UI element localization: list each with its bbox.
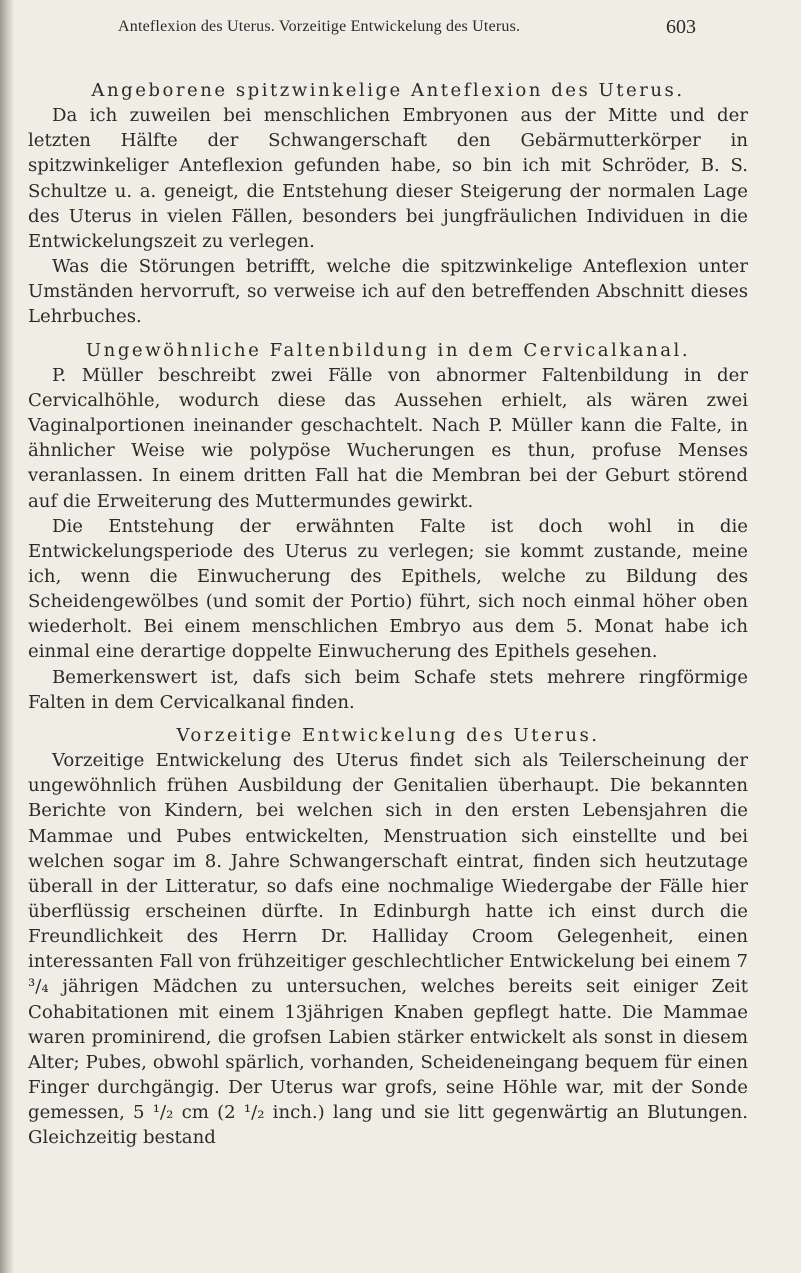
- page-body: [28, 78, 748, 1151]
- paragraph: Bemerkenswert ist, dafs sich beim Schafe stets mehrere ringförmige Falten in dem Cervicalkanal finden.: [28, 666, 748, 713]
- paragraph: Was die Störungen betrifft, welche die spitzwinkelige Anteflexion unter Umständen hervorruft, so verweise ich auf den betreffenden Abschnitt dieses Lehrbuches.: [28, 256, 748, 328]
- running-head: [28, 16, 748, 40]
- section-heading: Ungewöhnliche Faltenbildung in dem Cervicalkanal.: [85, 339, 691, 361]
- running-head-title: Anteflexion des Uterus. Vorzeitige Entwickelung des Uterus.: [118, 18, 521, 35]
- section-heading: Angeborene spitzwinkelige Anteflexion des Uterus.: [91, 80, 685, 101]
- paragraph: Vorzeitige Entwickelung des Uterus findet sich als Teilerscheinung der ungewöhnlich frühen Ausbildung der Genitalien überhaupt. Die bekannten Berichte von Kindern, bei welchen sich in den ersten Lebensjahren die Mammae und Pubes entwickelten, Menstruation sich einstellte und bei welchen sogar im 8. Jahre Schwangerschaft eintrat, finden sich heutzutage überall in der Litteratur, so dafs eine nochmalige Wiedergabe der Fälle hier überflüssig erscheinen dürfte. In Edinburgh hatte ich einst durch die Freundlichkeit des Herrn Dr. Halliday Croom Gelegenheit, einen interessanten Fall von frühzeitiger geschlechtlicher Entwickelung bei einem 7 ³/₄ jährigen Mädchen zu untersuchen, welches bereits seit einiger Zeit Cohabitationen mit einem 13jährigen Knaben gepflegt hatte. Die Mammae waren prominirend, die grofsen Labien stärker entwickelt als sonst in diesem Alter; Pubes, obwohl spärlich, vorhanden, Scheideneingang bequem für einen Finger durchgängig. Der Uterus war grofs, seine Höhle war, mit der Sonde gemessen, 5 ¹/₂ cm (2 ¹/₂ inch.) lang und sie litt gegenwärtig an Blutungen. Gleichzeitig bestand: [28, 750, 748, 1149]
- paragraph: Da ich zuweilen bei menschlichen Embryonen aus der Mitte und der letzten Hälfte der Schwangerschaft den Gebärmutterkörper in spitzwinkeliger Anteflexion gefunden habe, so bin ich mit Schröder, B. S. Schultze u. a. geneigt, die Entstehung dieser Steigerung der normalen Lage des Uterus in vielen Fällen, besonders bei jungfräulichen Individuen in die Entwickelungszeit zu verlegen.: [28, 105, 748, 252]
- paragraph: P. Müller beschreibt zwei Fälle von abnormer Faltenbildung in der Cervicalhöhle, wodurch diese das Aussehen erhielt, als wären zwei Vaginalportionen ineinander geschachtelt. Nach P. Müller kann die Falte, in ähnlicher Weise wie polypöse Wucherungen es thun, profuse Menses veranlassen. In einem dritten Fall hat die Membran bei der Geburt störend auf die Erweiterung des Muttermundes gewirkt.: [28, 364, 748, 512]
- page-number: 603: [666, 16, 696, 38]
- paragraph: Die Entstehung der erwähnten Falte ist doch wohl in die Entwickelungsperiode des Uterus zu verlegen; sie kommt zustande, meine ich, wenn die Einwucherung des Epithels, welche zu Bildung des Scheidengewölbes (und somit der Portio) führt, sich noch einmal höher oben wiederholt. Bei einem menschlichen Embryo aus dem 5. Monat habe ich einmal eine derartige doppelte Einwucherung des Epithels gesehen.: [28, 515, 748, 663]
- section-heading: Vorzeitige Entwickelung des Uterus.: [176, 724, 600, 746]
- binding-shadow: [0, 0, 14, 1273]
